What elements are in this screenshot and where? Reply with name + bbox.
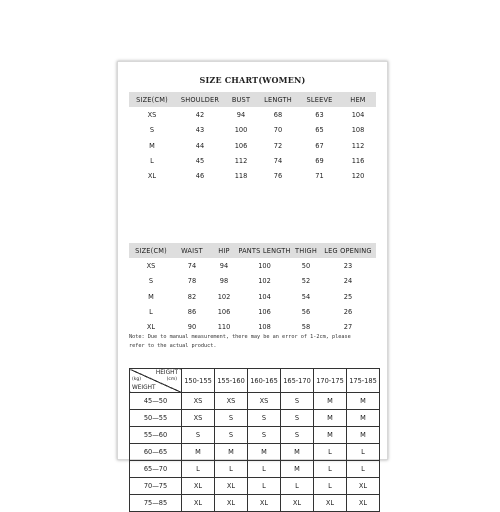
table-cell: XL	[146, 323, 156, 332]
bottom-size-table	[129, 243, 376, 335]
size-cell: M	[347, 410, 380, 427]
kg-unit-label: (kg)	[132, 377, 141, 382]
size-cell: M	[314, 410, 347, 427]
note-line: Note: Due to manual measurement, there may be an error of 1-2cm, please	[129, 334, 351, 340]
table-cell: XS	[146, 261, 156, 270]
bottom-table-header-row	[129, 243, 376, 258]
table-cell: 118	[234, 172, 248, 181]
size-cell: L	[215, 461, 248, 478]
table-cell: 108	[258, 323, 271, 332]
height-header-row	[130, 369, 380, 393]
size-cell: L	[314, 461, 347, 478]
header-cell: SHOULDER	[175, 92, 225, 107]
table-cell: 86	[187, 307, 197, 316]
table-cell: 56	[301, 307, 311, 316]
table-row	[129, 107, 376, 122]
table-cell: XL	[147, 172, 157, 181]
table-cell: 112	[351, 141, 365, 150]
table-cell: 74	[273, 156, 283, 165]
size-cell: M	[314, 393, 347, 410]
table-cell: 65	[315, 126, 324, 135]
chart-title: SIZE CHART(WOMEN)	[199, 75, 306, 85]
table-row	[130, 478, 380, 495]
size-cell: XL	[281, 495, 314, 512]
table-cell: 106	[217, 307, 231, 316]
table-cell: 100	[234, 126, 248, 135]
table-cell: 67	[315, 141, 324, 150]
header-cell: HIP	[211, 243, 237, 258]
size-cell: L	[347, 461, 380, 478]
header-cell: HEM	[340, 92, 376, 107]
size-cell: S	[248, 427, 281, 444]
table-row	[129, 304, 376, 319]
header-cell: SIZE(CM)	[129, 92, 175, 107]
weight-label: WEIGHT	[132, 385, 156, 391]
top-size-table	[129, 92, 376, 184]
table-cell: 90	[187, 323, 197, 332]
table-cell: 98	[219, 277, 229, 286]
table-cell: 100	[258, 261, 271, 270]
size-cell: XL	[182, 478, 215, 495]
size-cell: XL	[215, 495, 248, 512]
table-row	[130, 461, 380, 478]
table-row	[130, 495, 380, 512]
height-range-cell: 175-185	[347, 369, 380, 393]
size-cell: M	[215, 444, 248, 461]
size-cell: S	[281, 410, 314, 427]
table-cell: 74	[187, 261, 197, 270]
weight-range-cell: 45—50	[130, 393, 182, 410]
size-cell: XL	[347, 495, 380, 512]
table-cell: 104	[258, 292, 271, 301]
table-cell: M	[149, 141, 155, 150]
size-cell: XS	[215, 393, 248, 410]
size-cell: L	[248, 461, 281, 478]
header-cell: PANTS LENGTH	[237, 243, 292, 258]
size-cell: M	[347, 427, 380, 444]
table-cell: 82	[187, 292, 197, 301]
size-chart-sheet	[117, 61, 388, 507]
table-cell: 43	[195, 126, 205, 135]
header-cell: THIGH	[292, 243, 320, 258]
header-cell: BUST	[225, 92, 257, 107]
size-cell: XL	[248, 495, 281, 512]
table-cell: 63	[315, 110, 324, 119]
table-cell: 69	[315, 156, 324, 165]
size-cell: M	[314, 427, 347, 444]
table-row	[130, 393, 380, 410]
table-row	[129, 258, 376, 273]
table-cell: 68	[273, 110, 283, 119]
size-cell: M	[281, 461, 314, 478]
table-cell: 23	[343, 261, 353, 270]
size-cell: S	[182, 427, 215, 444]
table-cell: 110	[217, 323, 231, 332]
height-range-cell: 150-155	[182, 369, 215, 393]
size-cell: S	[281, 393, 314, 410]
table-cell: 112	[234, 156, 248, 165]
table-cell: 27	[343, 323, 353, 332]
size-cell: S	[281, 427, 314, 444]
measurement-note	[129, 333, 379, 351]
header-cell: SLEEVE	[299, 92, 340, 107]
table-cell: 94	[236, 110, 246, 119]
header-cell: WAIST	[173, 243, 211, 258]
table-cell: 50	[301, 261, 311, 270]
weight-range-cell: 75—85	[130, 495, 182, 512]
table-cell: L	[150, 156, 154, 165]
table-cell: 120	[351, 172, 365, 181]
size-cell: S	[215, 410, 248, 427]
weight-range-cell: 50—55	[130, 410, 182, 427]
table-cell: 94	[219, 261, 229, 270]
size-cell: M	[248, 444, 281, 461]
table-cell: 42	[195, 110, 205, 119]
header-cell: LENGTH	[257, 92, 299, 107]
weight-range-cell: 60—65	[130, 444, 182, 461]
table-cell: 45	[195, 156, 205, 165]
size-cell: XL	[314, 495, 347, 512]
table-cell: 102	[258, 277, 271, 286]
weight-range-cell: 55—60	[130, 427, 182, 444]
table-cell: S	[149, 126, 155, 135]
table-cell: S	[148, 277, 154, 286]
size-cell: S	[248, 410, 281, 427]
table-row	[129, 289, 376, 304]
size-cell: M	[281, 444, 314, 461]
table-row	[130, 427, 380, 444]
table-cell: 52	[301, 277, 311, 286]
table-cell: 70	[273, 126, 283, 135]
size-cell: L	[248, 478, 281, 495]
table-cell: 102	[217, 292, 231, 301]
height-range-cell: 170-175	[314, 369, 347, 393]
table-cell: 44	[195, 141, 205, 150]
size-cell: S	[215, 427, 248, 444]
size-cell: L	[281, 478, 314, 495]
table-cell: 108	[351, 126, 365, 135]
table-row	[130, 410, 380, 427]
size-cell: XS	[182, 410, 215, 427]
size-cell: XS	[248, 393, 281, 410]
table-cell: 78	[187, 277, 197, 286]
size-cell: XL	[215, 478, 248, 495]
table-cell: 106	[258, 307, 271, 316]
table-cell: L	[149, 307, 153, 316]
weight-range-cell: 65—70	[130, 461, 182, 478]
table-cell: M	[148, 292, 154, 301]
table-row	[129, 168, 376, 183]
table-cell: 54	[301, 292, 311, 301]
table-cell: 106	[234, 141, 248, 150]
table-cell: 72	[273, 141, 283, 150]
table-row	[130, 444, 380, 461]
table-row	[129, 153, 376, 168]
table-row	[129, 138, 376, 153]
table-cell: XS	[147, 110, 157, 119]
size-cell: XS	[182, 393, 215, 410]
size-cell: L	[314, 444, 347, 461]
size-cell: M	[347, 393, 380, 410]
size-cell: XL	[347, 478, 380, 495]
note-line: refer to the actual product.	[129, 343, 217, 349]
table-cell: 24	[343, 277, 353, 286]
header-cell: LEG OPENING	[320, 243, 376, 258]
table-cell: 104	[351, 110, 365, 119]
table-row	[129, 123, 376, 138]
header-cell: SIZE(CM)	[129, 243, 173, 258]
table-cell: 58	[301, 323, 311, 332]
table-row	[129, 274, 376, 289]
height-label: HEIGHT	[155, 370, 178, 376]
table-cell: 46	[195, 172, 205, 181]
cm-unit-label: (cm)	[166, 377, 177, 382]
size-cell: M	[182, 444, 215, 461]
table-cell: 25	[343, 292, 353, 301]
height-range-cell: 155-160	[215, 369, 248, 393]
size-cell: L	[182, 461, 215, 478]
height-weight-corner	[130, 369, 182, 393]
table-cell: 26	[343, 307, 353, 316]
table-cell: 71	[315, 172, 324, 181]
height-weight-table	[129, 368, 380, 512]
height-range-cell: 165-170	[281, 369, 314, 393]
size-cell: L	[347, 444, 380, 461]
table-cell: 116	[351, 156, 365, 165]
size-cell: XL	[182, 495, 215, 512]
size-cell: L	[314, 478, 347, 495]
weight-range-cell: 70—75	[130, 478, 182, 495]
height-range-cell: 160-165	[248, 369, 281, 393]
top-table-header-row	[129, 92, 376, 107]
table-cell: 76	[273, 172, 283, 181]
